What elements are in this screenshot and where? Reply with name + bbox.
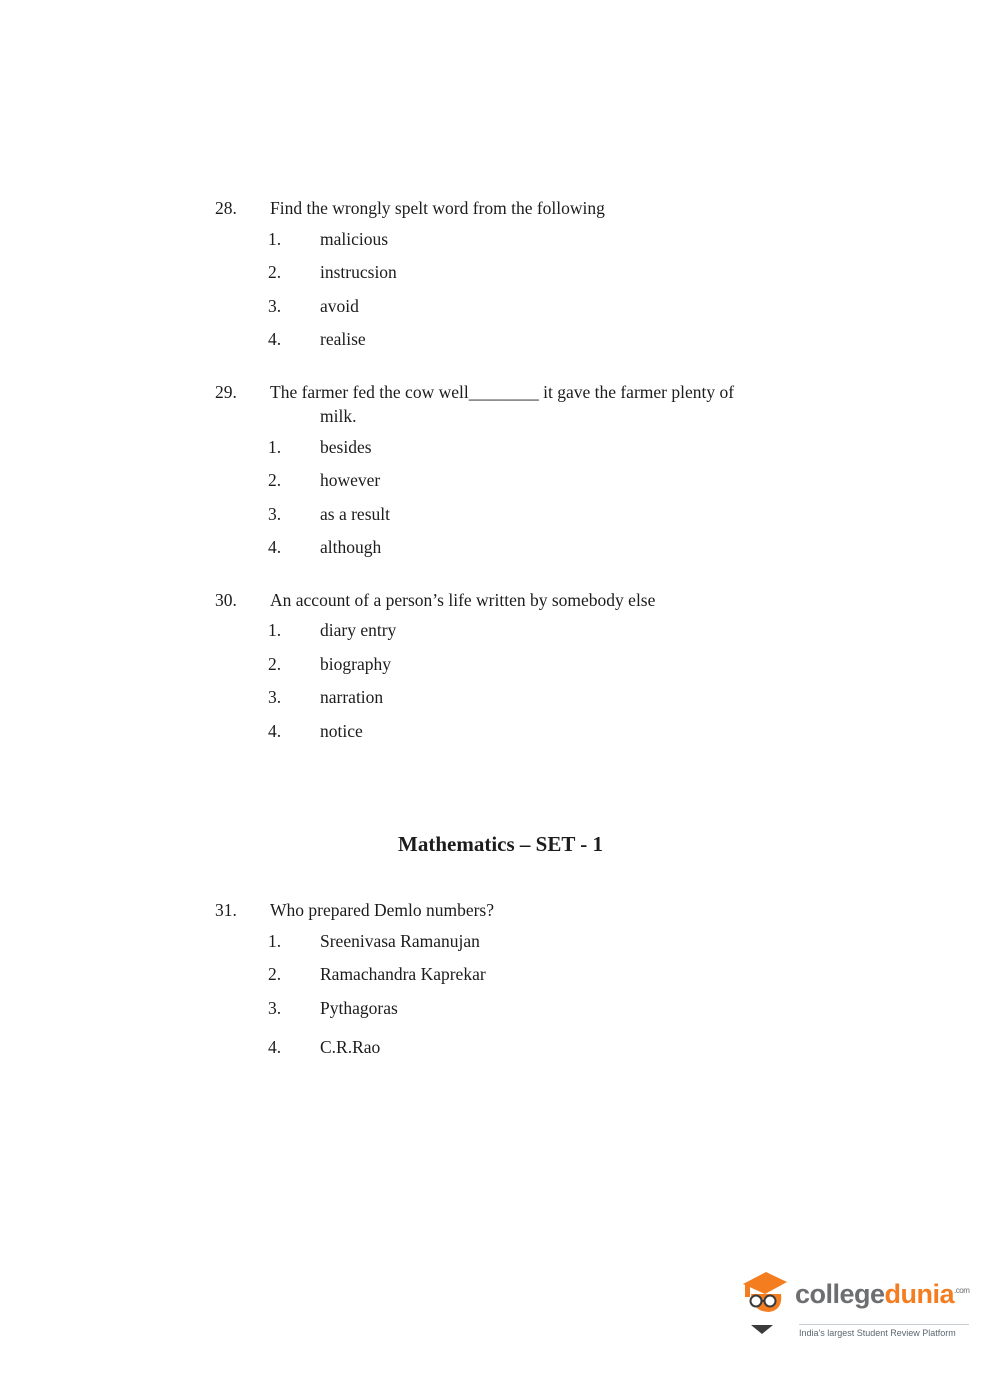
option-number: 4. <box>268 329 282 349</box>
option-row <box>268 720 825 741</box>
option-number: 2. <box>268 653 282 674</box>
collegedunia-mascot-icon <box>739 1268 789 1320</box>
chevron-down-icon <box>751 1325 773 1334</box>
option-number: 4. <box>268 720 282 741</box>
question-number: 28. <box>215 198 237 218</box>
option-row <box>268 264 825 282</box>
option-label: diary entry <box>320 620 397 640</box>
option-number: 2. <box>268 964 282 984</box>
option-label: Sreenivasa Ramanujan <box>320 930 480 951</box>
collegedunia-logo <box>739 1268 969 1338</box>
option-number: 4. <box>268 1037 282 1057</box>
question-text: Who prepared Demlo numbers? <box>270 900 495 920</box>
question-text <box>270 380 825 429</box>
option-row <box>268 436 825 457</box>
section-heading: Mathematics – SET - 1 <box>398 832 603 856</box>
option-number: 2. <box>268 262 282 282</box>
option-label: realise <box>320 329 366 349</box>
option-number: 1. <box>268 620 282 640</box>
question-text: Find the wrongly spelt word from the following <box>270 198 605 218</box>
brand-tagline: India's largest Student Review Platform <box>799 1324 969 1338</box>
option-label: instrucsion <box>320 262 397 282</box>
option-label: as a result <box>320 503 390 524</box>
option-number: 1. <box>268 228 282 249</box>
question-text-line2: milk. <box>320 406 357 426</box>
question-28 <box>215 196 825 349</box>
question-number: 29. <box>215 381 237 402</box>
option-row <box>268 997 825 1018</box>
option-row <box>268 295 825 316</box>
option-label: malicious <box>320 228 389 249</box>
option-row <box>268 503 825 524</box>
question-number: 31. <box>215 900 237 920</box>
option-row <box>268 1039 825 1057</box>
brand-orange: dunia <box>884 1278 955 1309</box>
option-row <box>268 966 825 984</box>
brand-gray: college <box>795 1278 885 1309</box>
question-number: 30. <box>215 589 237 610</box>
option-label: although <box>320 537 382 557</box>
option-row <box>268 930 825 951</box>
option-number: 3. <box>268 997 282 1018</box>
option-label: Pythagoras <box>320 997 398 1018</box>
option-number: 2. <box>268 470 282 490</box>
question-31 <box>215 898 825 1057</box>
option-row <box>268 472 825 490</box>
brand-wordmark <box>795 1279 969 1310</box>
option-number: 3. <box>268 503 282 524</box>
brand-suffix: .com <box>954 1285 970 1295</box>
option-row <box>268 689 825 707</box>
option-label: biography <box>320 653 391 674</box>
option-row <box>268 539 825 557</box>
option-number: 1. <box>268 930 282 951</box>
option-label: C.R.Rao <box>320 1037 381 1057</box>
option-row <box>268 622 825 640</box>
option-number: 3. <box>268 295 282 316</box>
option-label: however <box>320 470 381 490</box>
option-number: 1. <box>268 436 282 457</box>
option-row <box>268 331 825 349</box>
option-label: besides <box>320 436 372 457</box>
option-label: narration <box>320 687 384 707</box>
option-label: Ramachandra Kaprekar <box>320 964 486 984</box>
option-number: 4. <box>268 537 282 557</box>
questions-section <box>215 196 825 771</box>
option-row <box>268 228 825 249</box>
option-row <box>268 653 825 674</box>
question-text: An account of a person’s life written by somebody else <box>270 589 656 610</box>
option-label: notice <box>320 720 363 741</box>
question-29 <box>215 380 825 557</box>
option-number: 3. <box>268 687 282 707</box>
question-text-line1: The farmer fed the cow well________ it gave the farmer plenty of <box>270 381 735 402</box>
question-30 <box>215 588 825 741</box>
option-label: avoid <box>320 295 359 316</box>
